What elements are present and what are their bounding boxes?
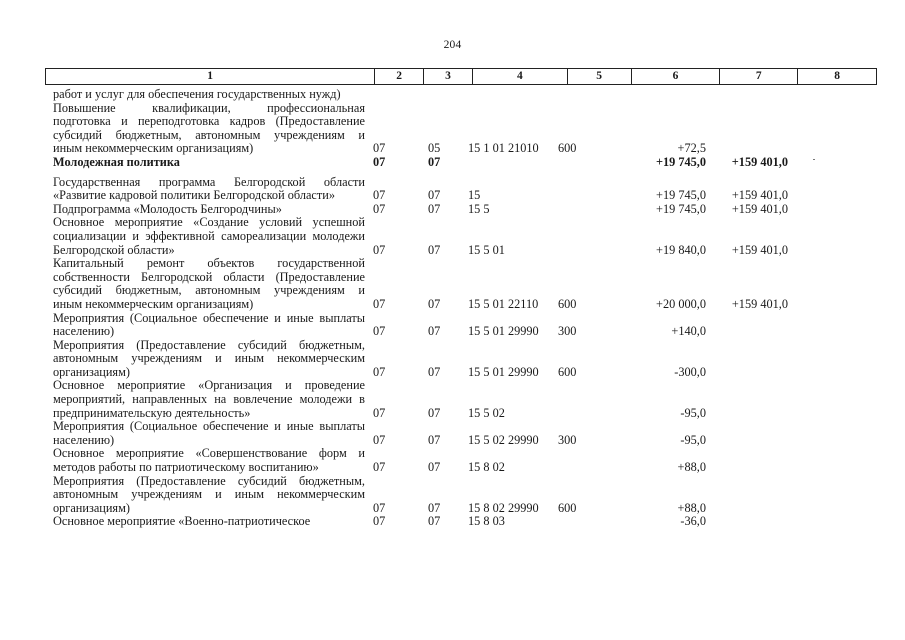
table-row	[53, 447, 813, 474]
description-line: Мероприятия (Социальное обеспечение и иные выплаты	[53, 419, 365, 434]
description-line: Белгородской области»	[53, 242, 175, 257]
amount-col-6: +19 745,0	[656, 188, 706, 203]
section-code: 07	[373, 324, 386, 339]
description-line: «Развитие кадровой политики Белгородской области»	[53, 188, 335, 203]
section-code: 07	[373, 405, 386, 420]
section-code: 07	[373, 432, 386, 447]
target-article-code: 15 8 02 29990	[468, 500, 539, 515]
description-line: мероприятий, направленных на вовлечение молодежи в	[53, 392, 365, 407]
description-line: Молодежная политика	[53, 154, 180, 169]
section-code: 07	[373, 188, 386, 203]
section-code: 07	[373, 296, 386, 311]
description-line: Основное мероприятие «Военно-патриотическое	[53, 514, 311, 529]
row-description	[53, 420, 369, 447]
row-description	[53, 102, 369, 156]
description-line: подготовка и переподготовка кадров (Предоставление	[53, 114, 365, 129]
table-body	[53, 88, 813, 529]
table-row	[53, 176, 813, 203]
amount-col-7: +159 401,0	[731, 296, 788, 311]
description-line: автономным учреждениям и иным некоммерческим	[53, 351, 365, 366]
row-description	[53, 203, 369, 217]
section-code: 07	[373, 514, 386, 529]
amount-col-7: +159 401,0	[731, 242, 788, 257]
row-description	[53, 156, 369, 170]
description-line: работ и услуг для обеспечения государственных нужд)	[53, 87, 341, 101]
amount-col-6: +20 000,0	[656, 296, 706, 311]
row-description	[53, 257, 369, 311]
subsection-code: 07	[428, 364, 441, 379]
row-description	[53, 339, 369, 380]
description-line: собственности Белгородской области (Предоставление	[53, 269, 365, 284]
target-article-code: 15 1 01 21010	[468, 141, 539, 156]
subsection-code: 07	[428, 460, 441, 475]
table-row	[53, 102, 813, 156]
amount-col-7: +159 401,0	[731, 188, 788, 203]
header-col-6: 6	[632, 69, 721, 84]
description-line: Основное мероприятие «Совершенствование форм и	[53, 446, 365, 461]
table-row	[53, 515, 813, 529]
target-article-code: 15 5 02 29990	[468, 432, 539, 447]
subsection-code: 07	[428, 432, 441, 447]
subsection-code: 07	[428, 188, 441, 203]
table-row	[53, 379, 813, 420]
expense-type-code: 600	[558, 500, 577, 515]
table-row	[53, 475, 813, 516]
header-col-1: 1	[46, 69, 375, 84]
target-article-code: 15	[468, 188, 481, 203]
amount-col-6: +72,5	[677, 141, 706, 156]
section-code: 07	[373, 154, 386, 169]
amount-col-6: +88,0	[677, 500, 706, 515]
scan-speck	[813, 159, 815, 160]
header-col-7: 7	[720, 69, 798, 84]
page-number: 204	[443, 39, 462, 51]
table-row	[53, 156, 813, 170]
table-row	[53, 420, 813, 447]
target-article-code: 15 5 01 22110	[468, 296, 539, 311]
row-description	[53, 475, 369, 516]
description-line: Капитальный ремонт объектов государственной	[53, 256, 365, 271]
subsection-code: 07	[428, 500, 441, 515]
row-description	[53, 515, 369, 529]
header-col-8: 8	[834, 70, 840, 82]
target-article-code: 15 5	[468, 201, 490, 216]
target-article-code: 15 5 01	[468, 242, 505, 257]
description-line: предпринимательскую деятельность»	[53, 405, 251, 420]
description-line: организациям)	[53, 500, 130, 515]
row-description	[53, 312, 369, 339]
amount-col-7: +159 401,0	[731, 154, 788, 169]
subsection-code: 07	[428, 296, 441, 311]
section-code: 07	[373, 460, 386, 475]
amount-col-6: -95,0	[680, 405, 706, 420]
subsection-code: 07	[428, 405, 441, 420]
header-col-4: 4	[473, 69, 568, 84]
row-description	[53, 88, 369, 102]
table-row	[53, 88, 813, 102]
target-article-code: 15 5 02	[468, 405, 505, 420]
description-line: Основное мероприятие «Организация и проведение	[53, 378, 365, 393]
description-line: Основное мероприятие «Создание условий успешной	[53, 215, 365, 230]
expense-type-code: 600	[558, 141, 577, 156]
target-article-code: 15 8 03	[468, 514, 505, 529]
expense-type-code: 300	[558, 324, 577, 339]
subsection-code: 07	[428, 154, 441, 169]
subsection-code: 07	[428, 324, 441, 339]
description-line: населению)	[53, 432, 115, 447]
row-description	[53, 216, 369, 257]
description-line: Государственная программа Белгородской области	[53, 174, 365, 189]
table-row	[53, 203, 813, 217]
description-line: социализации и эффективной самореализации молодежи	[53, 228, 365, 243]
description-line: Повышение квалификации, профессиональная	[53, 100, 365, 115]
description-line: населению)	[53, 324, 115, 339]
section-code: 07	[373, 364, 386, 379]
table-row	[53, 312, 813, 339]
description-line: организациям)	[53, 364, 130, 379]
table-row	[53, 339, 813, 380]
amount-col-6: -36,0	[680, 514, 706, 529]
row-description	[53, 379, 369, 420]
subsection-code: 07	[428, 201, 441, 216]
amount-col-6: +19 840,0	[656, 242, 706, 257]
table-header	[45, 68, 877, 85]
amount-col-6: +140,0	[671, 324, 706, 339]
description-line: иным некоммерческим организациям)	[53, 296, 254, 311]
description-line: Подпрограмма «Молодость Белгородчины»	[53, 201, 282, 216]
row-description	[53, 447, 369, 474]
amount-col-6: +19 745,0	[655, 154, 706, 169]
description-line: Мероприятия (Предоставление субсидий бюджетным,	[53, 337, 365, 352]
section-code: 07	[373, 500, 386, 515]
amount-col-6: +19 745,0	[656, 201, 706, 216]
table-row	[53, 216, 813, 257]
description-line: Мероприятия (Предоставление субсидий бюджетным,	[53, 473, 365, 488]
header-col-2: 2	[375, 69, 424, 84]
section-code: 07	[373, 141, 386, 156]
target-article-code: 15 8 02	[468, 460, 505, 475]
section-code: 07	[373, 242, 386, 257]
subsection-code: 05	[428, 141, 441, 156]
target-article-code: 15 5 01 29990	[468, 324, 539, 339]
description-line: автономным учреждениям и иным некоммерческим	[53, 487, 365, 502]
amount-col-7: +159 401,0	[731, 201, 788, 216]
subsection-code: 07	[428, 514, 441, 529]
amount-col-6: -300,0	[674, 364, 706, 379]
table-row	[53, 257, 813, 311]
section-code: 07	[373, 201, 386, 216]
amount-col-6: -95,0	[680, 432, 706, 447]
expense-type-code: 300	[558, 432, 577, 447]
row-description	[53, 176, 369, 203]
expense-type-code: 600	[558, 364, 577, 379]
description-line: субсидий бюджетным, автономным учреждениям и	[53, 283, 365, 298]
description-line: субсидий бюджетным, автономным учреждениям и	[53, 127, 365, 142]
header-col-3: 3	[424, 69, 473, 84]
description-line: иным некоммерческим организациям)	[53, 141, 254, 156]
description-line: Мероприятия (Социальное обеспечение и иные выплаты	[53, 310, 365, 325]
description-line: методов работы по патриотическому воспитанию»	[53, 460, 319, 475]
amount-col-6: +88,0	[677, 460, 706, 475]
expense-type-code: 600	[558, 296, 577, 311]
header-col-5: 5	[568, 69, 632, 84]
subsection-code: 07	[428, 242, 441, 257]
target-article-code: 15 5 01 29990	[468, 364, 539, 379]
